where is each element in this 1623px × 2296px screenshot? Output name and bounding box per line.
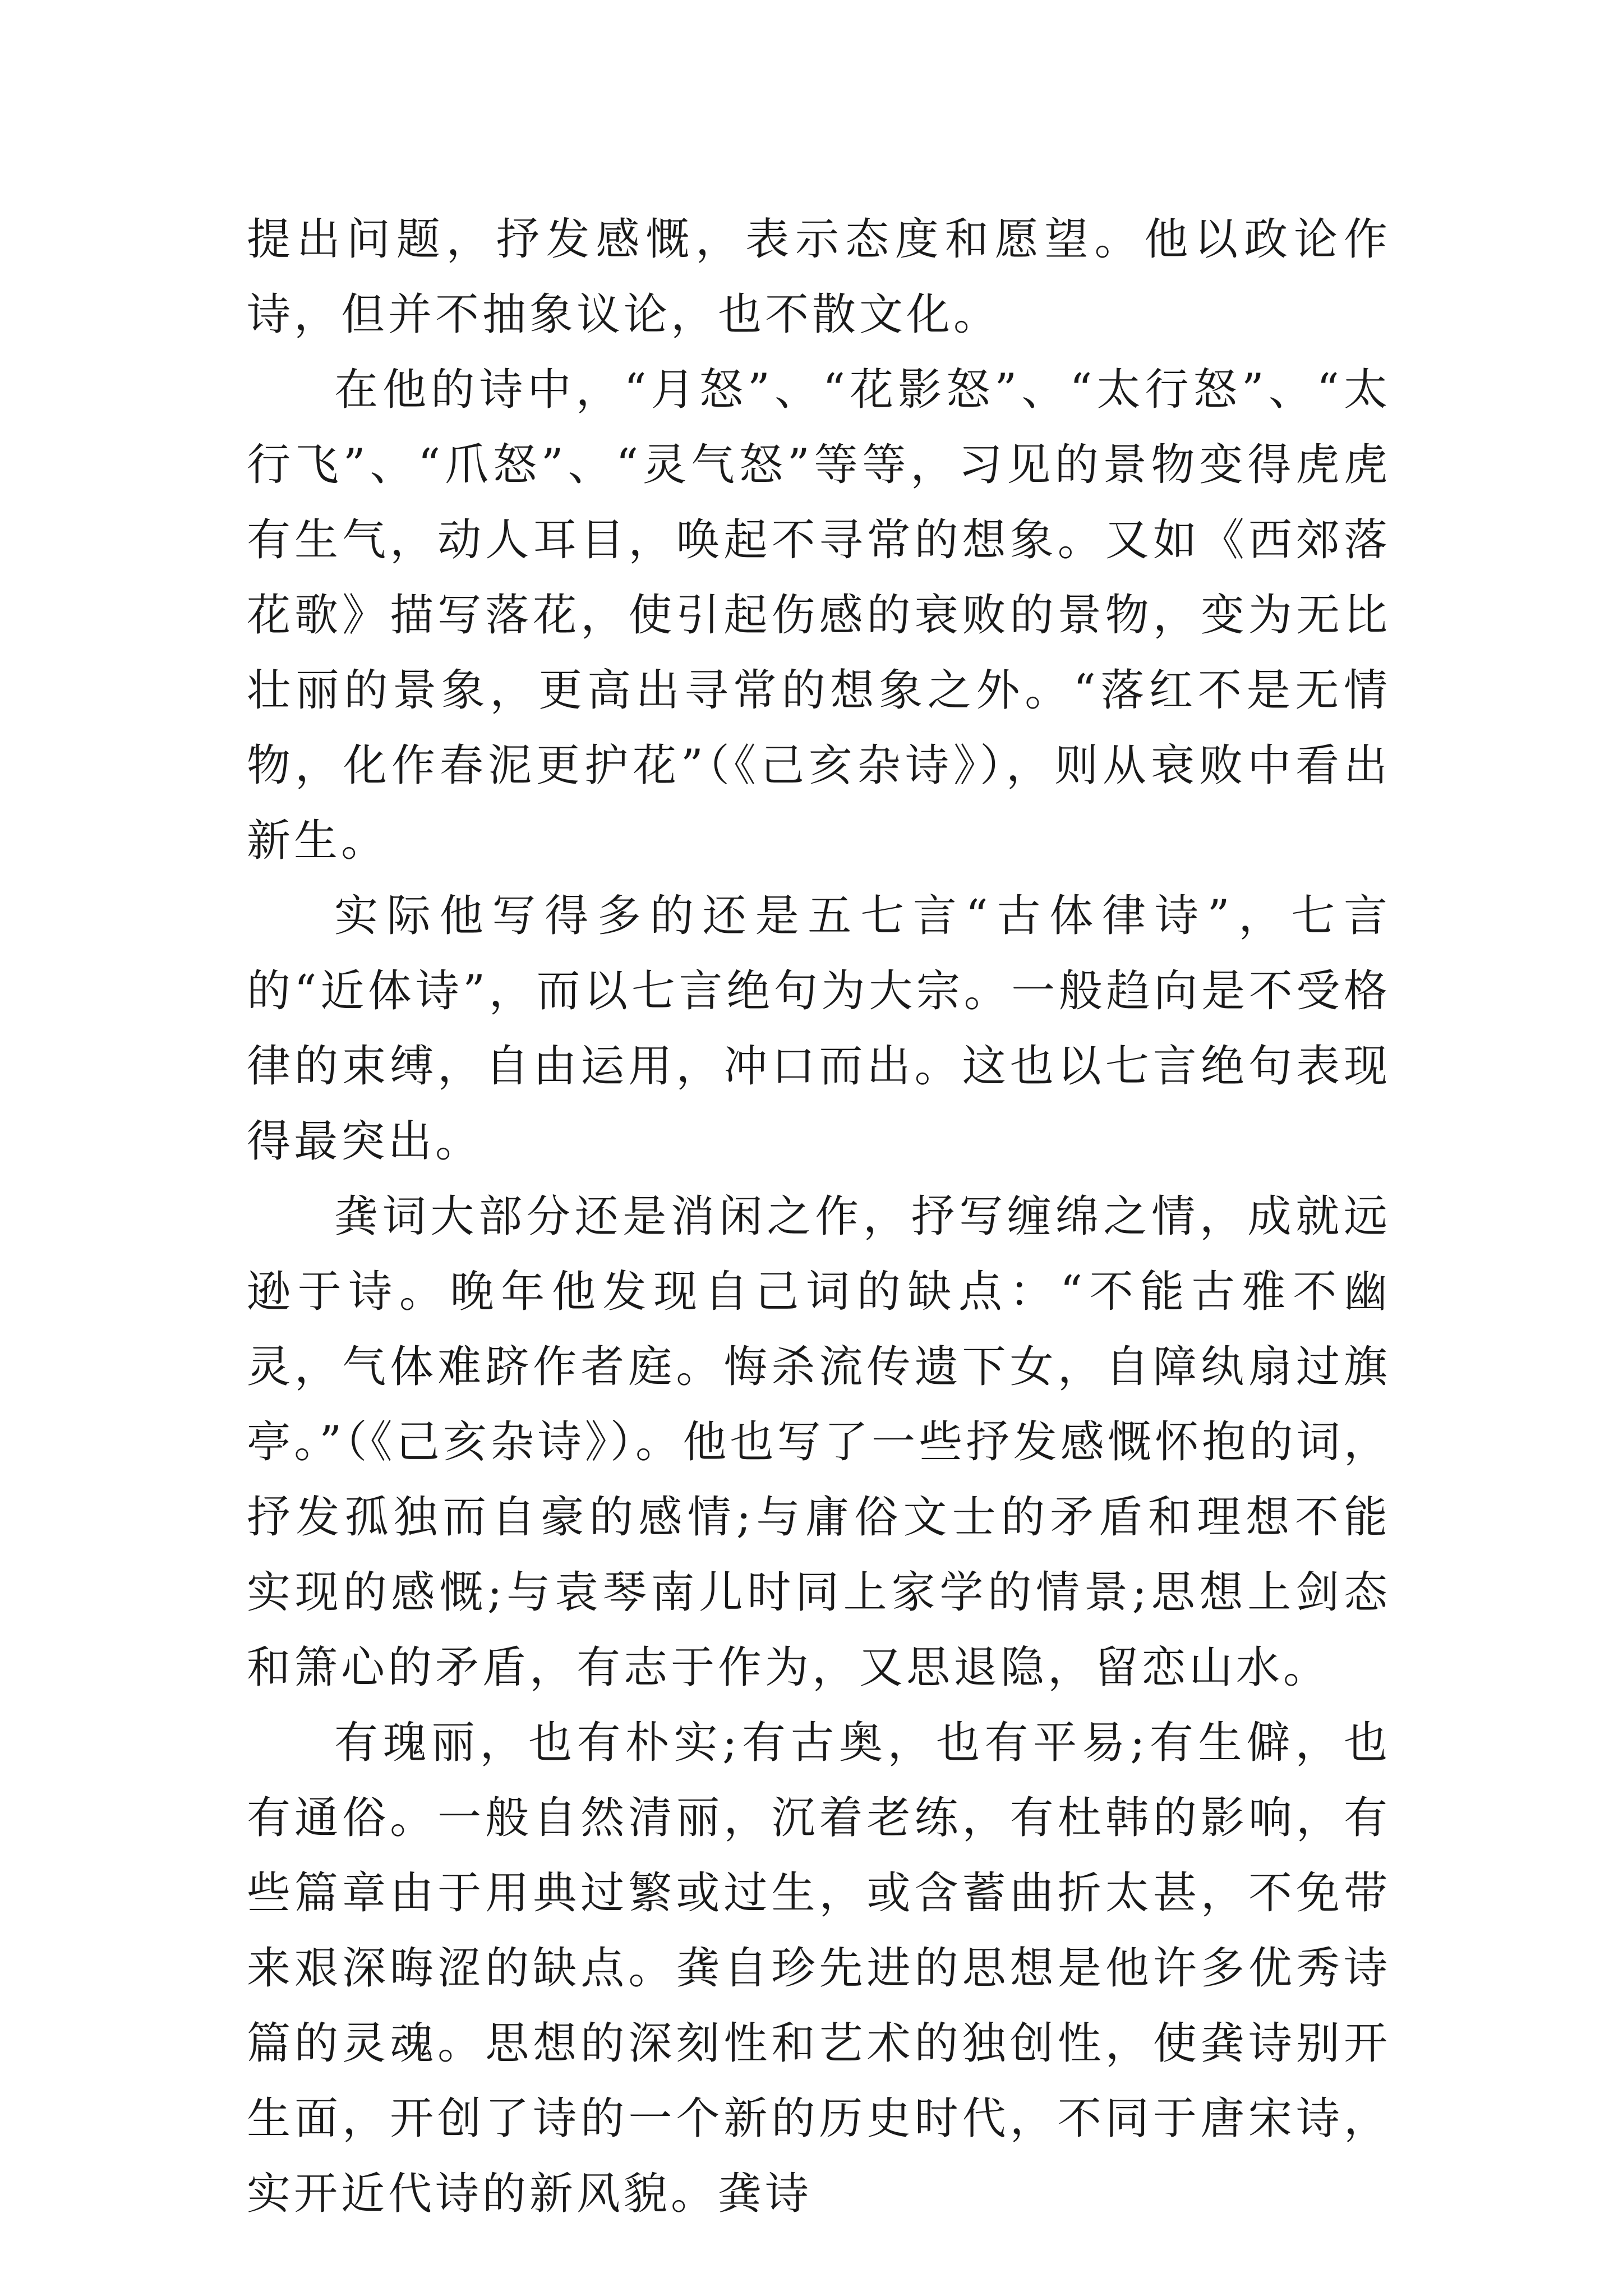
paragraph-imagery: 在他的诗中，“月怒”、“花影怒”、“太行怒”、“太行飞”、“爪怒”、“灵气怒”等等，习见的景物变得虎虎有生气，动人耳目，唤起不寻常的想象。又如《西郊落花歌》描写落花，使引起伤感的衰败的景物，变为无比壮丽的景象，更高出寻常的想象之外。“落红不是无情物，化作春泥更护花”（《己亥杂诗》），则从衰败中看出新生。 bbox=[247, 365, 1391, 866]
document-body bbox=[247, 202, 1391, 2231]
paragraph-style: 有瑰丽，也有朴实;有古奥，也有平易;有生僻，也有通俗。一般自然清丽，沉着老练，有杜韩的影响，有些篇章由于用典过繁或过生，或含蓄曲折太甚，不免带来艰深晦涩的缺点。龚自珍先进的思想是他许多优秀诗篇的灵魂。思想的深刻性和艺术的独创性，使龚诗别开生面，开创了诗的一个新的历史时代，不同于唐宋诗，实开近代诗的新风貌。龚诗 bbox=[247, 1718, 1391, 2219]
paragraph-forms: 实际他写得多的还是五七言“古体律诗”，七言的“近体诗”，而以七言绝句为大宗。一般趋向是不受格律的束缚，自由运用，冲口而出。这也以七言绝句表现得最突出。 bbox=[247, 891, 1391, 1167]
paragraph-continuation: 提出问题，抒发感慨，表示态度和愿望。他以政论作诗，但并不抽象议论，也不散文化。 bbox=[247, 214, 1391, 340]
paragraph-ci-poetry: 龚词大部分还是消闲之作，抒写缠绵之情，成就远逊于诗。晚年他发现自己词的缺点：“不能古雅不幽灵，气体难跻作者庭。悔杀流传遗下女，自障纨扇过旗亭。”（《己亥杂诗》）。他也写了一些抒发感慨怀抱的词，抒发孤独而自豪的感情;与庸俗文士的矛盾和理想不能实现的感慨;与袁琴南儿时同上家学的情景;思想上剑态和箫心的矛盾，有志于作为，又思退隐，留恋山水。 bbox=[247, 1191, 1391, 1693]
